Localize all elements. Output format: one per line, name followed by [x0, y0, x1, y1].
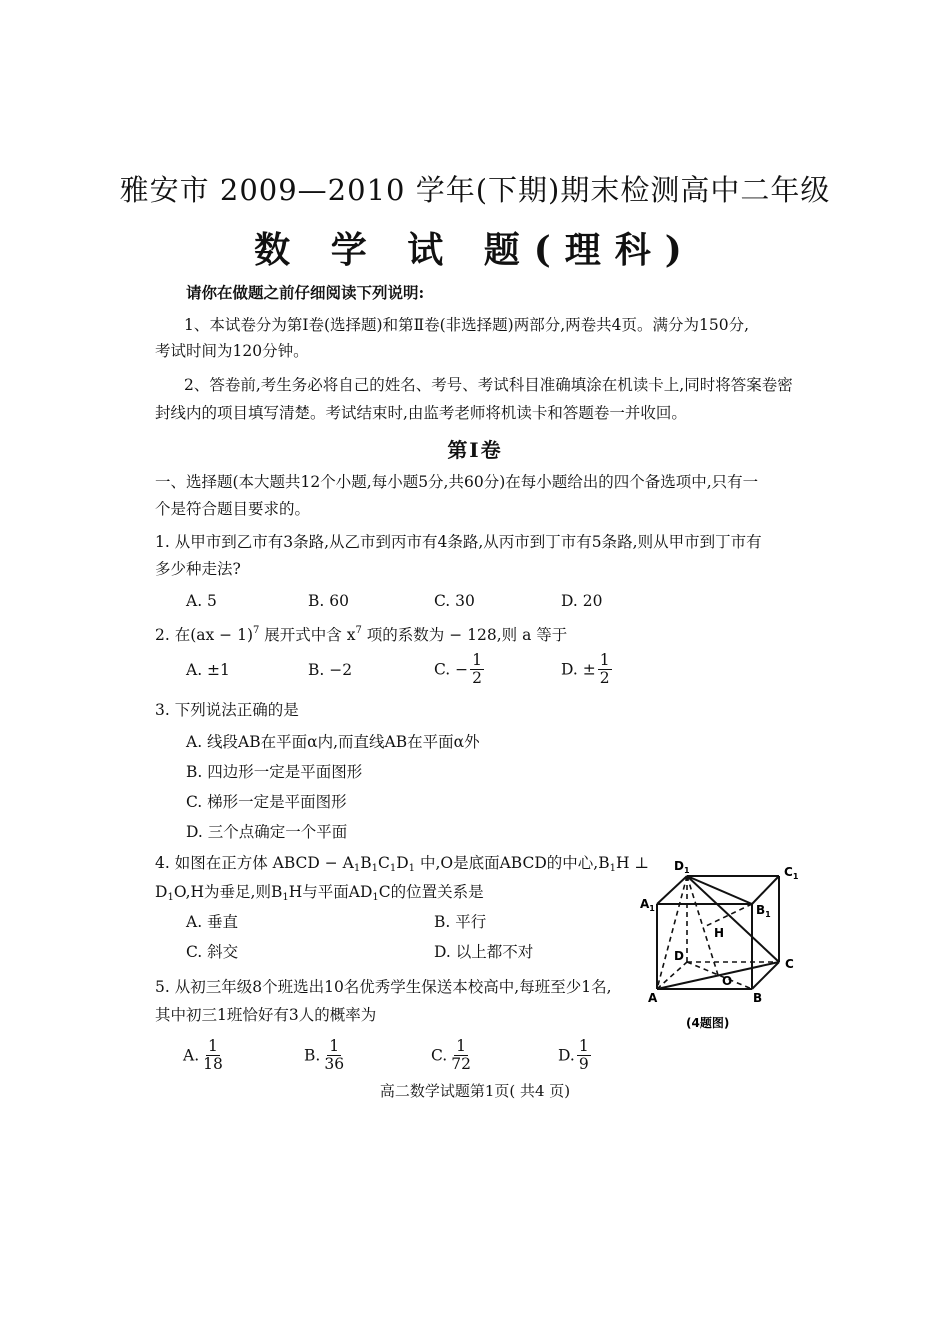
q1-stem-line2: 多少种走法? — [155, 560, 241, 578]
q3-option-d: D. 三个点确定一个平面 — [186, 823, 348, 841]
q5-option-b: B. $\frac{1}{36}$ — [304, 1037, 345, 1073]
figure-caption: (4题图) — [686, 1016, 730, 1030]
q2-option-d: D. ± $\frac{1}{2}$ — [561, 651, 610, 687]
label-d: D — [674, 949, 684, 963]
page-footer: 高二数学试题第1页( 共4 页) — [379, 1082, 571, 1100]
label-a: A — [648, 991, 658, 1005]
cube-figure — [640, 852, 810, 1032]
instruction-2-line2: 封线内的项目填写清楚。考试结束时,由监考老师将机读卡和答题卷一并收回。 — [155, 404, 687, 422]
section-heading-line2: 个是符合题目要求的。 — [155, 500, 311, 518]
q2-option-b: B. −2 — [308, 661, 353, 679]
q4-option-a: A. 垂直 — [186, 913, 239, 931]
instruction-1-line1: 1、本试卷分为第Ⅰ卷(选择题)和第Ⅱ卷(非选择题)两部分,两卷共4页。满分为150分, — [184, 316, 750, 334]
label-h: H — [714, 926, 725, 940]
label-d1: $D_1$ — [674, 859, 690, 875]
q2-option-c: C. − $\frac{1}{2}$ — [434, 651, 483, 687]
edge-a1-d1 — [657, 876, 687, 904]
label-a1: $A_1$ — [640, 897, 655, 913]
q5-option-c: C. $\frac{1}{72}$ — [431, 1037, 471, 1073]
q4-option-d: D. 以上都不对 — [434, 943, 534, 961]
q5-stem-line1: 5. 从初三年级8个班选出10名优秀学生保送本校高中,每班至少1名, — [155, 978, 612, 996]
instructions-intro: 请你在做题之前仔细阅读下列说明: — [186, 283, 425, 302]
exam-header-title: 雅安市 2009—2010 学年(下期)期末检测高中二年级 — [119, 173, 831, 207]
section-title: 第Ⅰ卷 — [447, 438, 503, 462]
q3-option-c: C. 梯形一定是平面图形 — [186, 793, 347, 811]
q3-stem: 3. 下列说法正确的是 — [155, 701, 299, 719]
label-o: O — [722, 974, 733, 988]
label-c: C — [785, 957, 794, 971]
q1-option-b: B. 60 — [308, 592, 349, 610]
label-b1: $B_1$ — [756, 903, 771, 919]
edge-d1-a-hidden — [657, 876, 687, 989]
edge-b-c — [752, 962, 779, 989]
q4-stem-line1: 4. 如图在正方体 ABCD − $A_1B_1C_1D_1$ 中,O是底面ABCD的中心$,B_1H$ ⊥ — [155, 854, 649, 874]
q5-option-d: D. $\frac{1}{9}$ — [558, 1037, 589, 1073]
label-c1: $C_1$ — [784, 865, 799, 881]
q1-option-a: A. 5 — [186, 592, 217, 610]
q1-stem-line1: 1. 从甲市到乙市有3条路,从乙市到丙市有4条路,从丙市到丁市有5条路,则从甲市到丁市有 — [155, 533, 762, 551]
edge-a-c — [657, 962, 779, 989]
q4-stem-line2: $D_1O,H$为垂足,则$B_1H$与平面$AD_1C$的位置关系是 — [155, 883, 484, 903]
edge-d1-b1 — [687, 876, 752, 904]
q5-option-a: A. $\frac{1}{18}$ — [183, 1037, 223, 1073]
label-b: B — [753, 991, 763, 1005]
q4-option-b: B. 平行 — [434, 913, 487, 931]
q5-stem-line2: 其中初三1班恰好有3人的概率为 — [155, 1006, 377, 1024]
exam-subject-title: 数 学 试 题(理科) — [254, 229, 696, 271]
q2-stem: 2. 在(ax − 1)$^7$ 展开式中含 $x^7$ 项的系数为 − 128,则 a 等于 — [155, 625, 568, 644]
instruction-2-line1: 2、答卷前,考生务必将自己的姓名、考号、考试科目准确填涂在机读卡上,同时将答案卷密 — [184, 376, 793, 394]
instruction-1-line2: 考试时间为120分钟。 — [155, 342, 309, 360]
q2-option-a: A. ±1 — [186, 661, 230, 679]
q3-option-a: A. 线段AB在平面α内,而直线AB在平面α外 — [186, 733, 480, 751]
q4-option-c: C. 斜交 — [186, 943, 239, 961]
q1-option-c: C. 30 — [434, 592, 475, 610]
q1-option-d: D. 20 — [561, 592, 603, 610]
q3-option-b: B. 四边形一定是平面图形 — [186, 763, 363, 781]
section-heading-line1: 一、选择题(本大题共12个小题,每小题5分,共60分)在每小题给出的四个备选项中,只有一 — [155, 473, 759, 491]
edge-b1-c1 — [752, 876, 779, 904]
